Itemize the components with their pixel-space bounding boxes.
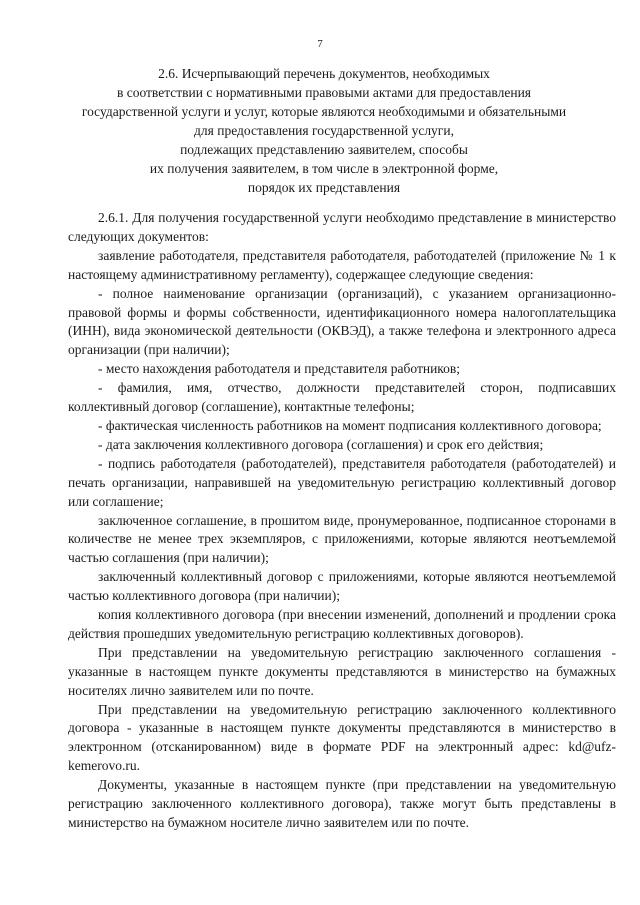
paragraph-electronic-submission: При представлении на уведомительную регистрацию заключенного коллективного договора - указанные в настоящем пункте документы представляются в министерство в электронном (отсканированном) виде в формате PDF на электронный адрес: kd@ufz-kemerovo.ru. — [68, 701, 616, 774]
list-item: - полное наименование организации (организаций), с указанием организационно-правовой формы и формы собственности, идентификационного номера налогоплательщика (ИНН), вида экономической деятельности (ОКВЭД), а также телефона и электронного адреса организации (при наличии); — [68, 285, 616, 358]
heading-line: государственной услуги и услуг, которые являются необходимыми и обязательными — [81, 104, 567, 119]
paragraph-collective-agreement: заключенный коллективный договор с приложениями, которые являются неотъемлемой частью коллективного договора (при наличии); — [68, 569, 616, 604]
heading-line: для предоставления государственной услуги, — [194, 123, 454, 138]
list-item: - место нахождения работодателя и представителя работников; — [98, 361, 461, 377]
list-item: - дата заключения коллективного договора (соглашения) и срок его действия; — [98, 436, 544, 452]
document-body — [68, 209, 616, 833]
heading-line: в соответствии с нормативными правовыми актами для предоставления — [116, 85, 532, 100]
paragraph-copy: копия коллективного договора (при внесении изменений, дополнений и продлении срока действия прошедших уведомительную регистрацию коллективных договоров). — [68, 607, 616, 641]
heading-line: их получения заявителем, в том числе в электронной форме, — [149, 161, 499, 176]
heading-line: подлежащих представлению заявителем, способы — [180, 142, 468, 157]
page-number: 7 — [317, 38, 323, 50]
list-item: - фактическая численность работников на момент подписания коллективного договора; — [98, 417, 602, 433]
section-heading — [60, 64, 588, 197]
heading-line: порядок их представления — [247, 180, 401, 195]
paragraph-agreement: заключенное соглашение, в прошитом виде, пронумерованное, подписанное сторонами в количестве не менее трех экземпляров, с приложениями, которые являются неотъемлемой частью соглашения (при наличии); — [68, 512, 616, 566]
list-item: - подпись работодателя (работодателей), представителя работодателя (работодателей) и печать организации, направившей на уведомительную регистрацию коллективный договор или соглашение; — [68, 455, 616, 509]
heading-line: 2.6. Исчерпывающий перечень документов, необходимых — [158, 66, 490, 81]
paragraph-application: заявление работодателя, представителя работодателя, работодателей (приложение № 1 к настоящему административному регламенту), содержащее следующие сведения: — [68, 247, 616, 282]
list-item: - фамилия, имя, отчество, должности представителей сторон, подписавших коллективный договор (соглашение), контактные телефоны; — [68, 380, 616, 415]
paragraph-intro: 2.6.1. Для получения государственной услуги необходимо представление в министерство следующих документов: — [68, 210, 616, 244]
paragraph-paper-submission: При представлении на уведомительную регистрацию заключенного соглашения - указанные в настоящем пункте документы представляются в министерство на бумажных носителях лично заявителем или по почте. — [68, 644, 616, 698]
paragraph-alternative-submission: Документы, указанные в настоящем пункте (при представлении на уведомительную регистрацию заключенного коллективного договора), также могут быть представлены в министерство на бумажном носителе лично заявителем или по почте. — [68, 777, 616, 830]
